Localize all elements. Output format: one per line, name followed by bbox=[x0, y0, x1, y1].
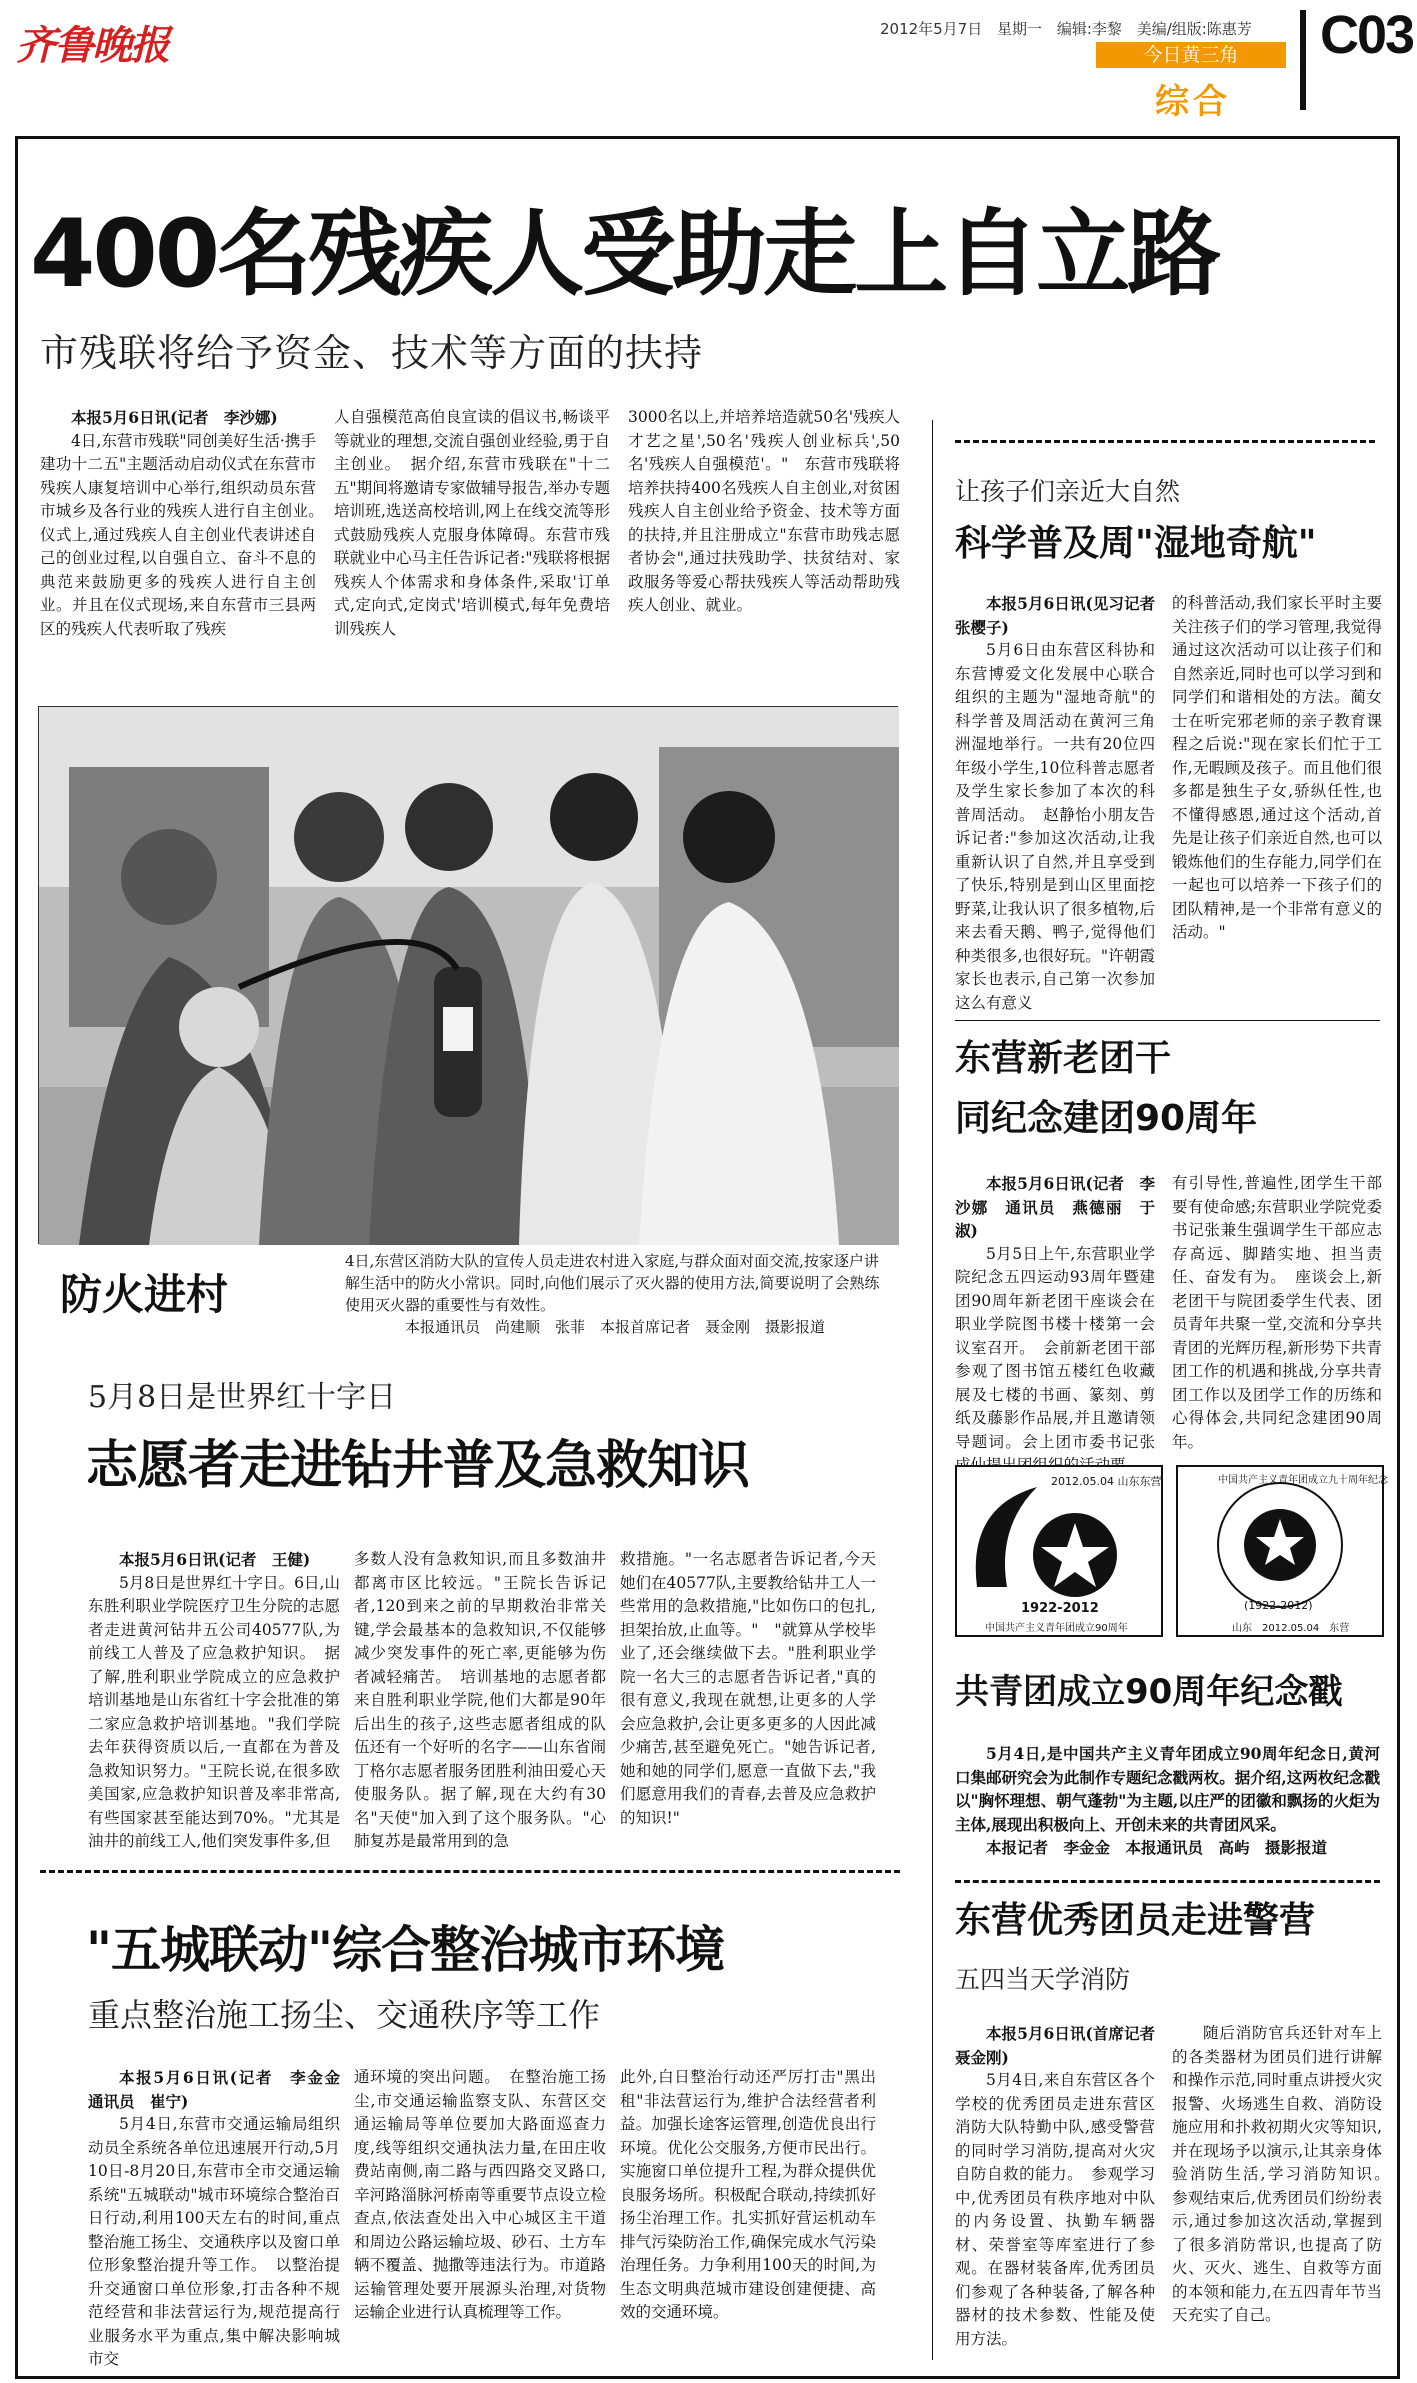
photo-caption-block bbox=[345, 1250, 885, 1338]
veterans-column-2 bbox=[1172, 1172, 1382, 1451]
wucheng-headline: "五城联动"综合整治城市环境 bbox=[86, 1921, 725, 1979]
emblem2-ring-text: 中国共产主义青年团成立九十周年纪念 bbox=[1218, 1475, 1388, 1486]
veterans-headline-2: 同纪念建团90周年 bbox=[955, 1098, 1258, 1139]
lead-body-2: 人自强模范高伯良宣读的倡议书,畅谈平等就业的理想,交流自强创业经验,勇于自主创业。 据介绍,东营市残联在"十二五"期间将邀请专家做辅导报告,举办专题培训班,选送高校培训,网上在线交流等形式鼓励残疾人克服身体障碍。东营市残联就业中心马主任告诉记者:"残联将根据残疾人个体需求和身体条件,采取'订单式,定向式,定岗式'培训模式,每年免费培训残疾人 bbox=[334, 408, 610, 638]
lead-subhead: 市残联将给予资金、技术等方面的扶持 bbox=[40, 331, 704, 375]
youth-column-2 bbox=[1172, 2022, 1398, 2367]
science-column-2 bbox=[1172, 592, 1382, 1012]
wucheng-byline: 本报5月6日讯(记者 李金金 通讯员 崔宁) bbox=[88, 2068, 356, 2111]
redcross-body-3: 救措施。"一名志愿者告诉记者,今天她们在40577队,主要教给钻井工人一些常用的急救措施,"比如伤口的包扎,担架抬放,止血等。" "就算从学校毕业了,还会继续做下去。"胜利职业学院一名大三的志愿者告诉记者,"真的很有意义,我现在就想,让更多的人学会应急救护,会让更多更多的人因此减少痛苦,甚至避免死亡。"她告诉记者,她和她的同学们,愿意一直做下去,"我们愿意用我们的青春,去普及应急救护的知识!" bbox=[620, 1550, 876, 1827]
wucheng-subhead: 重点整治施工扬尘、交通秩序等工作 bbox=[88, 1996, 601, 2034]
lead-column-1 bbox=[40, 406, 332, 674]
wucheng-column-3 bbox=[620, 2066, 876, 2366]
right-top-divider bbox=[955, 440, 1375, 443]
youth-body-1: 5月4日,来自东营区各个学校的优秀团员走进东营区消防大队特勤中队,感受警营的同时学习消防,提高对火灾自防自救的能力。 参观学习中,优秀团员有秩序地对中队的内务设置、执勤车辆器材、荣誉室等库室进行了参观。在器材装备库,优秀团员们参观了各种装备,了解各种器材的技术参数、性能及使用方法。 bbox=[955, 2071, 1155, 2348]
page-editor: 编辑:李黎 bbox=[1056, 20, 1122, 38]
redcross-column-2 bbox=[354, 1548, 606, 1848]
stamp-story bbox=[955, 1742, 1380, 1870]
youth-byline: 本报5月6日讯(首席记者 聂金刚) bbox=[955, 2024, 1171, 2067]
wucheng-body-3: 此外,白日整治行动还严厉打击"黑出租"非法营运行为,维护合法经营者利益。加强长途客运管理,创造优良出行环境。优化公交服务,方便市民出行。实施窗口单位提升工程,为群众提供优良服务场所。积极配合联动,持续抓好扬尘治理工作。扎实抓好营运机动车排气污染防治工作,确保完成水气污染治理任务。力争利用100天的时间,为生态文明典范城市建设创建便捷、高效的交通环境。 bbox=[620, 2068, 876, 2321]
science-rule bbox=[955, 1020, 1380, 1021]
emblem1-top-text: 2012.05.04 山东东营 bbox=[1051, 1475, 1162, 1488]
page-designer: 美编/组版:陈惠芳 bbox=[1136, 20, 1252, 38]
veterans-byline: 本报5月6日讯(记者 李沙娜 通讯员 燕德丽 于淑) bbox=[955, 1174, 1155, 1240]
stamp-credit: 本报记者 李金金 本报通讯员 高屿 摄影报道 bbox=[986, 1838, 1328, 1857]
redcross-headline: 志愿者走进钻井普及急救知识 bbox=[86, 1436, 750, 1496]
section-divider bbox=[40, 1870, 900, 1873]
column-divider bbox=[932, 420, 933, 2360]
issue-date: 2012年5月7日 bbox=[880, 20, 983, 38]
wucheng-column-1 bbox=[88, 2066, 356, 2368]
veterans-body-1: 5月5日上午,东营职业学院纪念五四运动93周年暨建团90周年新老团干座谈会在职业学院图书楼十楼第一会议室召开。 会前新老团干部参观了图书馆五楼红色收藏展及七楼的书画、篆刻、剪纸及藤影作品展,并且邀请领导题词。会上团市委书记张 bbox=[955, 1244, 1155, 1451]
page-number-bar bbox=[1300, 10, 1306, 110]
wucheng-body-1: 5月4日,东营市交通运输局组织动员全系统各单位迅速展开行动,5月10日-8月20日,东营市全市交通运输系统"五城联动"城市环境综合整治百日行动,利用100天左右的时间,重点整治施工扬尘、交通秩序以及窗口单位形象整治提升等工作。 以整治提升交通窗口单位形象,打击各种不规范经营和非法营运行为,规范提高行业服务水平为重点,集中解决影响城市交 bbox=[88, 2115, 340, 2368]
veterans-headline-1: 东营新老团干 bbox=[955, 1038, 1172, 1079]
emblem2-bottom-text: 山东 2012.05.04 东营 bbox=[1232, 1623, 1350, 1634]
lead-column-2 bbox=[334, 406, 610, 674]
emblem1-years: 1922-2012 bbox=[1021, 1601, 1099, 1616]
redcross-body-1: 5月8日是世界红十字日。6日,山东胜利职业学院医疗卫生分院的志愿者走进黄河钻井五公司40577队,为前线工人普及了应急救护知识。 据了解,胜利职业学院成立的应急救护培训基地是山东省红十字会批准的第二家应急救护培训基地。"我们学院去年获得资质以后,一直都在为普及急救知识努力。"王院长说,在很多欧美国家,应急救护知识普及率非常高,有些国家甚至能达到70%。"尤其是油井的前线工人,他们突发事件多,但 bbox=[88, 1573, 340, 1850]
lead-body-1: 4日,东营市残联"同创美好生活·携手建功十二五"主题活动启动仪式在东营市残疾人康复培训中心举行,组织动员东营市城乡及各行业的残疾人进行自主创业。 仪式上,通过残疾人自主创业代表讲述自己的创业过程,以自强自立、奋斗不息的典范来鼓励更多的残疾人进行自主创业。并且在仪式现场,来自东营市三县两区的残疾人代表听取了残疾 bbox=[40, 431, 332, 638]
youth-kicker: 五四当天学消防 bbox=[955, 1965, 1131, 1994]
photo-caption: 4日,东营区消防大队的宣传人员走进农村进入家庭,与群众面对面交流,按家逐户讲解生活中的防火小常识。同时,向他们展示了灭火器的使用方法,简要说明了会熟练使用灭火器的重要性与有效性。 bbox=[345, 1252, 880, 1314]
stamp-body: 5月4日,是中国共产主义青年团成立90周年纪念日,黄河口集邮研究会为此制作专题纪念戳两枚。据介绍,这两枚纪念戳以"胸怀理想、朝气蓬勃"为主题,以庄严的团徽和飘扬的火炬为主体,展现出积极向上、开创未来的共青团风采。 bbox=[955, 1744, 1380, 1834]
redcross-kicker: 5月8日是世界红十字日 bbox=[88, 1380, 397, 1415]
redcross-body-2: 多数人没有急救知识,而且多数油井都离市区比较远。"王院长告诉记者,120到来之前的早期救治非常关键,学会最基本的急救知识,不仅能够减少突发事件的死亡率,更能够为伤者减轻痛苦。 培训基地的志愿者都来自胜利职业学院,他们大都是90年后出生的孩子,这些志愿者组成的队伍还有一个好听的名字——山东省闹丁格尔志愿者服务团胜利油田爱心天使服务队。据了解,现在大约有30名"天使"加入到了这个服务队。"心肺复苏是最常用到的急 bbox=[354, 1550, 606, 1850]
science-column-1 bbox=[955, 592, 1171, 1012]
science-headline: 科学普及周"湿地奇航" bbox=[955, 523, 1317, 564]
page-number: C03 bbox=[1320, 5, 1414, 65]
redcross-column-1 bbox=[88, 1548, 340, 1848]
emblem1-bottom-text: 中国共产主义青年团成立90周年 bbox=[985, 1623, 1128, 1634]
wucheng-column-2 bbox=[354, 2066, 606, 2366]
stamp-headline: 共青团成立90周年纪念戳 bbox=[955, 1672, 1343, 1712]
stamp-emblem-2 bbox=[1176, 1465, 1388, 1637]
photo-title: 防火进村 bbox=[60, 1270, 229, 1319]
redcross-column-3 bbox=[620, 1548, 876, 1848]
wucheng-body-2: 通环境的突出问题。 在整治施工扬尘,市交通运输监察支队、东营区交通运输局等单位要加大路面巡查力度,线等组织交通执法力量,在田庄收费站南侧,南二路与西四路交叉路口,辛河路淄脉河桥南等重要节点设立检查点,依法查处出入中心城区主干道和周边公路运输垃圾、砂石、土方车辆不覆盖、抛撒等违法行为。市道路运输管理处要开展源头治理,对货物运输企业进行认真梳理等工作。 bbox=[354, 2068, 606, 2321]
emblem2-years: (1922-2012) bbox=[1244, 1599, 1313, 1612]
stamp-divider bbox=[955, 1880, 1380, 1883]
photo-illustration bbox=[39, 707, 899, 1245]
science-body-2: 的科普活动,我们家长平时主要关注孩子们的学习管理,我觉得通过这次活动可以让孩子们和自然亲近,同时也可以学习到和同学们和谐相处的方法。蔺女士在听完邪老师的亲子教育课程之后说:"现在家长们忙于工作,无暇顾及孩子。而且他们很多都是独生子女,骄纵任性,也不懂得感恩,通过这个活动,首先是让孩子们亲近自然,也可以锻炼他们的生存能力,同学们在一起也可以培养一下孩子们的团队精神,是一个非常有意义的活动。" bbox=[1172, 594, 1382, 941]
lead-byline: 本报5月6日讯(记者 李沙娜) bbox=[71, 408, 278, 427]
folio-line bbox=[880, 18, 1262, 39]
youth-column-1 bbox=[955, 2022, 1171, 2367]
photo-credit: 本报通讯员 尚建顺 张菲 本报首席记者 聂金刚 摄影报道 bbox=[404, 1318, 825, 1336]
edition-tag: 今日黄三角 bbox=[1096, 42, 1286, 68]
lead-column-3 bbox=[628, 406, 900, 674]
lead-body-3: 3000名以上,并培养培造就50名'残疾人才艺之星',50名'残疾人创业标兵',50名'残疾人自强模范'。" 东营市残联将培养扶持400名残疾人自主创业,对贫困残疾人自主创业给予资金、技术等方面的扶持,并且注册成立"东营市助残志愿者协会",通过扶残助学、扶贫结对、家政服务等爱心帮扶残疾人等活动帮助残疾人创业、就业。 bbox=[628, 408, 900, 614]
science-byline: 本报5月6日讯(见习记者 张樱子) bbox=[955, 594, 1171, 637]
redcross-byline: 本报5月6日讯(记者 王健) bbox=[119, 1550, 311, 1569]
veterans-column-1 bbox=[955, 1172, 1155, 1451]
science-body-1: 5月6日由东营区科协和东营博爱文化发展中心联合组织的主题为"湿地奇航"的科学普及周活动在黄河三角洲湿地举行。一共有20位四年级小学生,10位科普志愿者及学生家长参加了本次的科普周活动。 赵静怡小朋友告诉记者:"参加这次活动,让我重新认识了自然,并且享受到了快乐,特别是到山区里面挖野菜,让我认识了很多植物,后来去看天鹅、鸭子,觉得他们种类很多,也很好玩。"许朝霞家长也表示,自己第一次参加这么有意义 bbox=[955, 641, 1155, 1012]
veterans-body-2: 有引导性,普遍性,团学生干部要有使命感;东营职业学院党委书记张兼生强调学生干部应志存高远、脚踏实地、担当责任、奋发有为。 座谈会上,新老团干与院团委学生代表、团员青年共聚一堂,交流和分享共青团的光辉历程,新形势下共青团工作的机遇和挑战,分享共青团工作以及团学工作的历练和心得体会,共同纪念建团90周年。 bbox=[1172, 1174, 1382, 1451]
science-kicker: 让孩子们亲近大自然 bbox=[955, 477, 1181, 506]
newspaper-logo: 齐鲁晚报 bbox=[16, 22, 168, 69]
youth-headline: 东营优秀团员走进警营 bbox=[955, 1900, 1316, 1941]
stamp-emblem-1 bbox=[955, 1465, 1163, 1637]
fire-safety-photo bbox=[38, 706, 898, 1244]
youth-body-2: 随后消防官兵还针对车上的各类器材为团员们进行讲解和操作示范,同时重点讲授火灾报警、火场逃生自救、消防设施应用和扑救初期火灾等知识,并在现场予以演示,让其亲身体验消防生活,学习消防知识。 参观结束后,优秀团员们纷纷表示,通过参加这次活动,掌握到了很多消防常识,也提高了防火、灭火、逃生、自救等方面的本领和能力,在五四青年节当天充实了自己。 bbox=[1172, 2024, 1398, 2324]
section-name: 综合 bbox=[1155, 82, 1231, 122]
lead-headline: 400名残疾人受助走上自立路 bbox=[30, 200, 1219, 309]
issue-weekday: 星期一 bbox=[997, 20, 1043, 38]
